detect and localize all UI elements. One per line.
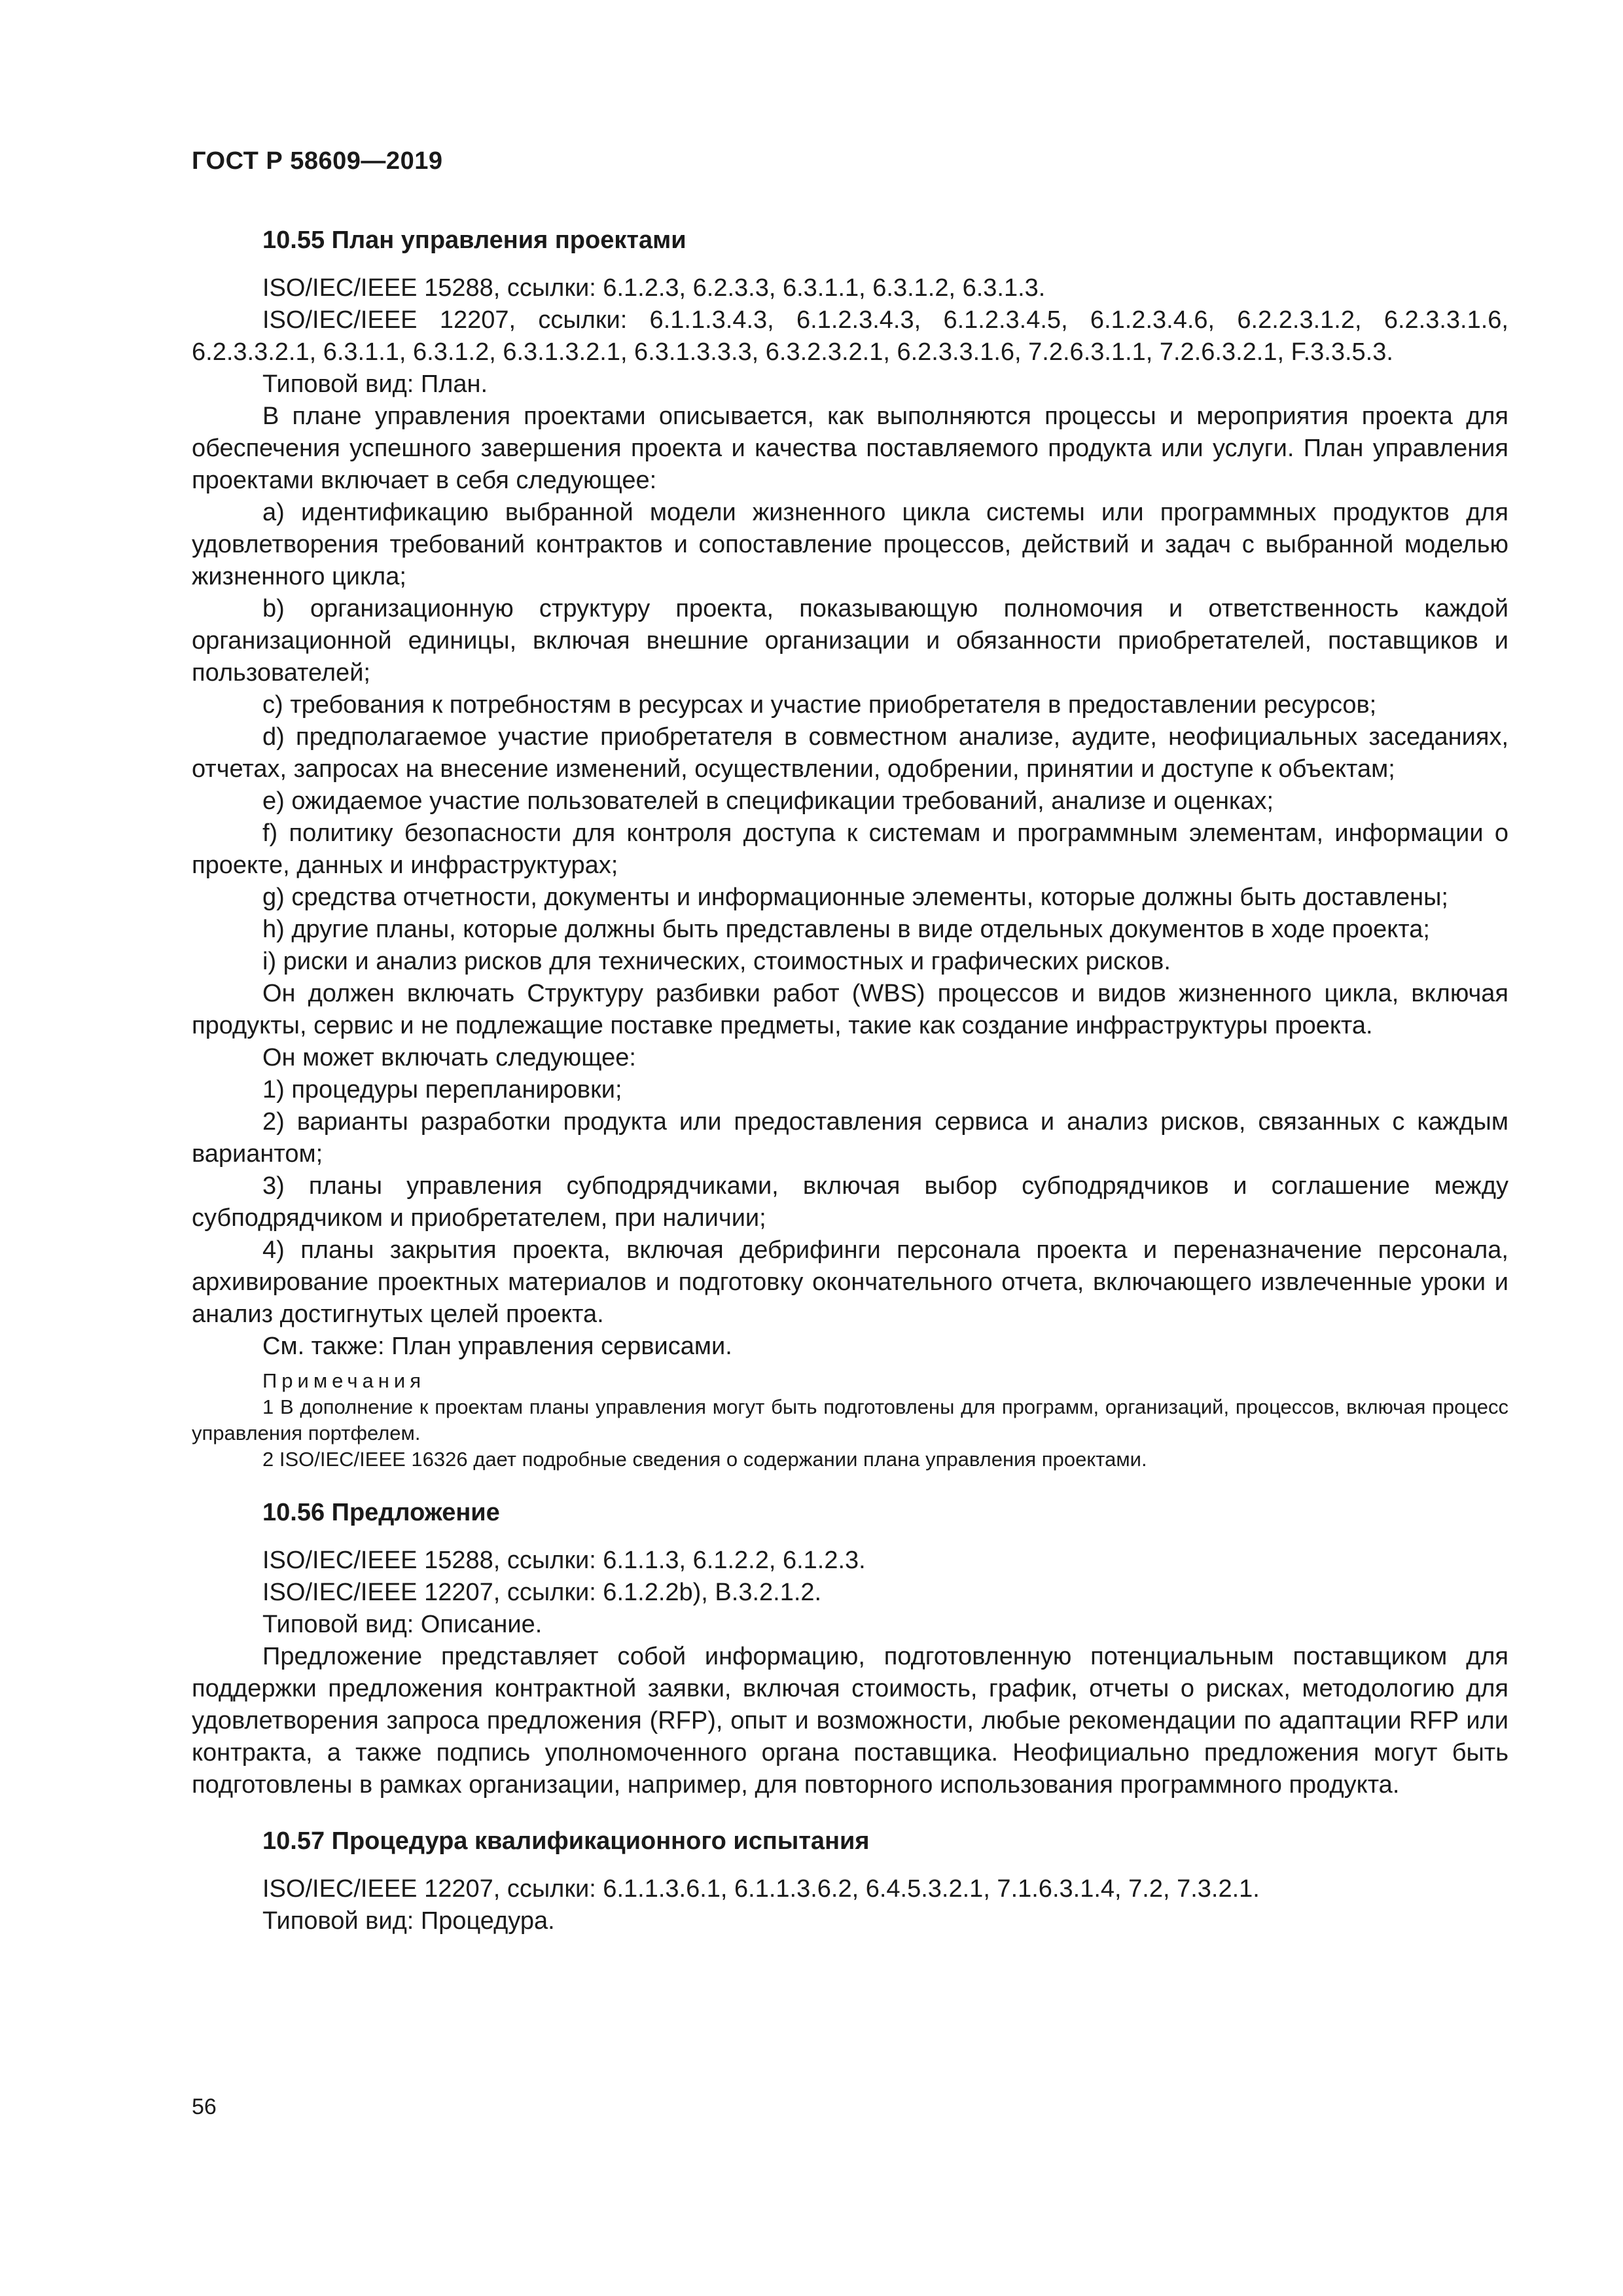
notes-heading: Примечания	[262, 1369, 425, 1392]
paragraph: Типовой вид: Описание.	[262, 1611, 543, 1638]
list-item: i) риски и анализ рисков для технических, стоимостных и графических рисков.	[262, 948, 1171, 975]
note: 2 ISO/IEC/IEEE 16326 дает подробные сведения о содержании плана управления проектами.	[262, 1448, 1147, 1471]
page-number: 56	[192, 2094, 217, 2119]
list-item: f) политику безопасности для контроля доступа к системам и программным элементам, информации о проекте, данных и инфраструктурах;	[192, 819, 1508, 879]
note: 1 В дополнение к проектам планы управления могут быть подготовлены для программ, организаций, процессов, включая процесс управления портфелем.	[192, 1395, 1508, 1444]
list-item: b) организационную структуру проекта, показывающую полномочия и ответственность каждой организационной единицы, включая внешние организации и обязанности приобретателей, поставщиков и пользователей;	[192, 595, 1508, 687]
paragraph: Он может включать следующее:	[262, 1044, 636, 1071]
paragraph: Предложение представляет собой информацию, подготовленную потенциальным поставщиком для поддержки предложения контрактной заявки, включая стоимость, график, отчеты о рисках, методологию для удовлетворения запроса предложения (RFP), опыт и возможности, любые рекомендации по адаптации RFP или контракта, а также подпись уполномоченного органа поставщика. Неофициально предложения могут быть подготовлены в рамках организации, например, для повторного использования программного продукта.	[192, 1643, 1508, 1799]
section-title-10-57: 10.57 Процедура квалификационного испытания	[262, 1827, 870, 1855]
document-header: ГОСТ Р 58609—2019	[192, 147, 443, 175]
list-item: g) средства отчетности, документы и информационные элементы, которые должны быть доставлены;	[262, 884, 1448, 911]
paragraph: ISO/IEC/IEEE 15288, ссылки: 6.1.1.3, 6.1.2.2, 6.1.2.3.	[262, 1547, 866, 1574]
paragraph: ISO/IEC/IEEE 12207, ссылки: 6.1.1.3.6.1, 6.1.1.3.6.2, 6.4.5.3.2.1, 7.1.6.3.1.4, 7.2, 7.3.2.1.	[262, 1875, 1260, 1903]
paragraph: Типовой вид: План.	[262, 370, 488, 398]
list-item: 4) планы закрытия проекта, включая дебрифинги персонала проекта и переназначение персонала, архивирование проектных материалов и подготовку окончательного отчета, включающего извлеченные уроки и анализ достигнутых целей проекта.	[192, 1236, 1508, 1328]
list-item: e) ожидаемое участие пользователей в спецификации требований, анализе и оценках;	[262, 787, 1274, 815]
list-item: 2) варианты разработки продукта или предоставления сервиса и анализ рисков, связанных с каждым вариантом;	[192, 1108, 1508, 1168]
paragraph: Типовой вид: Процедура.	[262, 1907, 555, 1935]
page-content	[192, 223, 1508, 1937]
list-item: a) идентификацию выбранной модели жизненного цикла системы или программных продуктов для удовлетворения требований контрактов и сопоставление процессов, действий и задач с выбранной моделью жизненного цикла;	[192, 499, 1508, 590]
list-item: d) предполагаемое участие приобретателя в совместном анализе, аудите, неофициальных заседаниях, отчетах, запросах на внесение изменений, осуществлении, одобрении, принятии и доступе к объектам;	[192, 723, 1508, 783]
paragraph: ISO/IEC/IEEE 12207, ссылки: 6.1.1.3.4.3, 6.1.2.3.4.3, 6.1.2.3.4.5, 6.1.2.3.4.6, 6.2.2.3.1.2, 6.2.3.3.1.6, 6.2.3.3.2.1, 6.3.1.1, 6.3.1.2, 6.3.1.3.2.1, 6.3.1.3.3.3, 6.3.2.3.2.1, 6.2.3.3.1.6, 7.2.6.3.1.1, 7.2.6.3.2.1, F.3.3.5.3.	[192, 306, 1508, 366]
paragraph: ISO/IEC/IEEE 12207, ссылки: 6.1.2.2b), B.3.2.1.2.	[262, 1579, 822, 1606]
list-item: 3) планы управления субподрядчиками, включая выбор субподрядчиков и соглашение между субподрядчиком и приобретателем, при наличии;	[192, 1172, 1508, 1232]
section-title-10-55: 10.55 План управления проектами	[262, 226, 687, 254]
list-item: h) другие планы, которые должны быть представлены в виде отдельных документов в ходе проекта;	[262, 916, 1430, 943]
paragraph: В плане управления проектами описывается, как выполняются процессы и мероприятия проекта для обеспечения успешного завершения проекта и качества поставляемого продукта или услуги. План управления проектами включает в себя следующее:	[192, 403, 1508, 494]
paragraph: Он должен включать Структуру разбивки работ (WBS) процессов и видов жизненного цикла, включая продукты, сервис и не подлежащие поставке предметы, такие как создание инфраструктуры проекта.	[192, 980, 1508, 1039]
list-item: 1) процедуры перепланировки;	[262, 1076, 622, 1103]
paragraph: ISO/IEC/IEEE 15288, ссылки: 6.1.2.3, 6.2.3.3, 6.3.1.1, 6.3.1.2, 6.3.1.3.	[262, 274, 1046, 302]
section-title-10-56: 10.56 Предложение	[262, 1499, 500, 1526]
list-item: c) требования к потребностям в ресурсах и участие приобретателя в предоставлении ресурсов;	[262, 691, 1377, 719]
paragraph: См. также: План управления сервисами.	[262, 1333, 732, 1360]
